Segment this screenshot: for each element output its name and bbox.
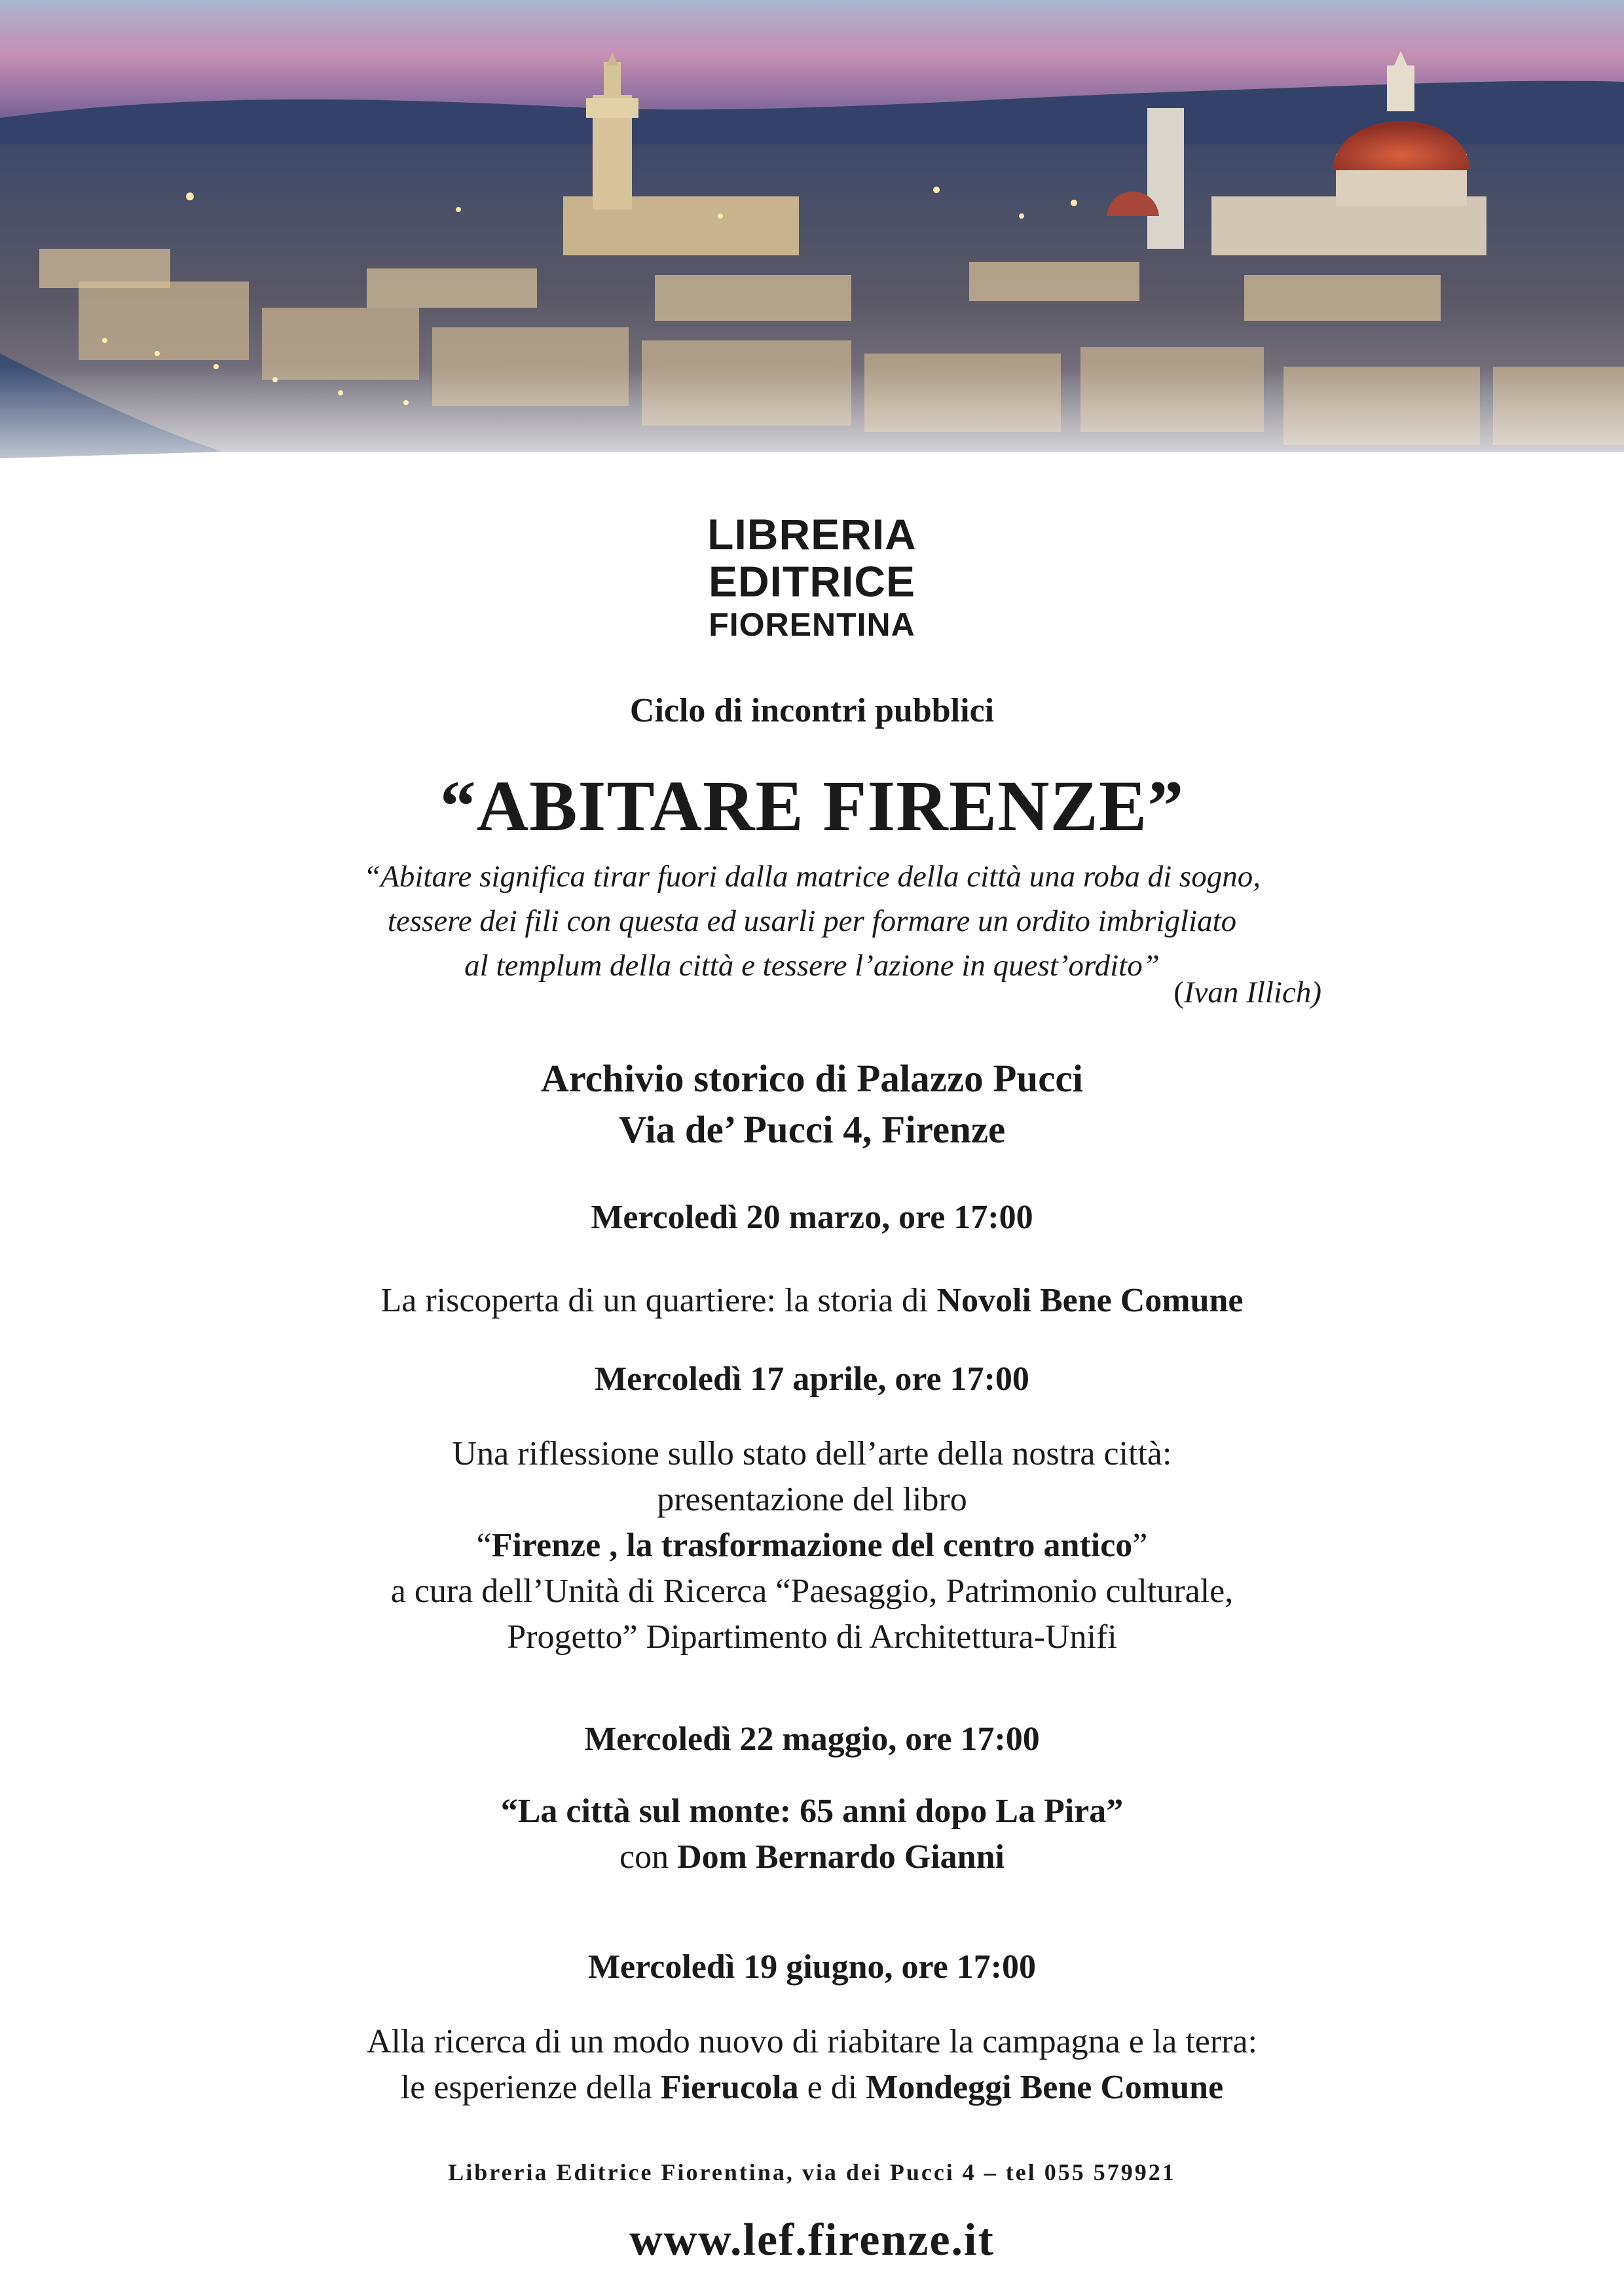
logo-line-1: LIBRERIA [707, 510, 917, 558]
event-date: Mercoledì 22 maggio, ore 17:00 [584, 1721, 1040, 1758]
event-description [0, 2019, 1624, 2111]
event-description [0, 1431, 1624, 1660]
event-line [0, 2065, 1624, 2111]
quote-author [1173, 970, 1321, 1015]
quote-line-2: tessere dei fili con questa ed usarli per formare un ordito imbrigliato [387, 904, 1237, 938]
event-date: Mercoledì 19 giugno, ore 17:00 [587, 1948, 1037, 1986]
logo-line-3: FIORENTINA [709, 606, 915, 643]
event-line: Una riflessione sullo stato dell’arte della nostra città: [452, 1435, 1172, 1472]
florence-skyline-illustration [0, 0, 1624, 504]
book-title-line [0, 1523, 1624, 1569]
epigraph-quote [0, 854, 1624, 988]
event-text: e di [798, 2069, 866, 2106]
event-line: a cura dell’Unità di Ricerca “Paesaggio, Patrimonio culturale, [390, 1573, 1234, 1610]
quote-line-3: al templum della città e tessere l’azione in quest’ordito” [464, 949, 1160, 983]
guest-prefix: con [619, 1838, 678, 1876]
event-description [0, 1789, 1624, 1880]
quote-line-1: “Abitare significa tirar fuori dalla matrice della città una roba di sogno, [363, 860, 1261, 894]
event-line: Alla ricerca di un modo nuovo di riabitare la campagna e la terra: [366, 2023, 1258, 2060]
event-line: Progetto” Dipartimento di Architettura-Unifi [507, 1618, 1117, 1656]
logo-line-2: EDITRICE [708, 557, 916, 606]
event-text: La riscoperta di un quartiere: la storia di [380, 1282, 937, 1319]
event-highlight: Mondeggi Bene Comune [866, 2069, 1224, 2106]
venue [0, 1053, 1624, 1155]
event-date: Mercoledì 17 aprile, ore 17:00 [595, 1360, 1029, 1398]
event-line: presentazione del libro [657, 1481, 967, 1518]
venue-name: Archivio storico di Palazzo Pucci [540, 1057, 1084, 1100]
guest-name: Dom Bernardo Gianni [677, 1838, 1005, 1876]
page-title: “ABITARE FIRENZE” [439, 766, 1185, 846]
publisher-logo [0, 511, 1624, 644]
event-highlight: Novoli Bene Comune [936, 1282, 1244, 1319]
event-description [0, 1278, 1624, 1324]
book-quote-open: “ [476, 1527, 492, 1564]
event-talk-title [0, 1789, 1624, 1834]
event-highlight: Fierucola [660, 2069, 799, 2106]
event-guest-line [0, 1834, 1624, 1880]
event-text: le esperienze della [400, 2069, 661, 2106]
website-link[interactable]: www.lef.firenze.it [629, 2215, 995, 2265]
venue-address: Via de’ Pucci 4, Firenze [618, 1108, 1006, 1151]
quote-author-paren: ( [1173, 975, 1184, 1010]
talk-title-text: “La città sul monte: 65 anni dopo La Pira” [500, 1793, 1124, 1830]
book-title: Firenze , la trasformazione del centro antico [491, 1527, 1133, 1564]
book-quote-close: ” [1132, 1527, 1148, 1564]
quote-author-name: Ivan Illich) [1183, 975, 1321, 1010]
event-series-label: Ciclo di incontri pubblici [629, 692, 995, 729]
footer-contact: Libreria Editrice Fiorentina, via dei Pucci 4 – tel 055 579921 [448, 2159, 1176, 2185]
event-date: Mercoledì 20 marzo, ore 17:00 [591, 1199, 1033, 1236]
hero-image [0, 0, 1624, 504]
